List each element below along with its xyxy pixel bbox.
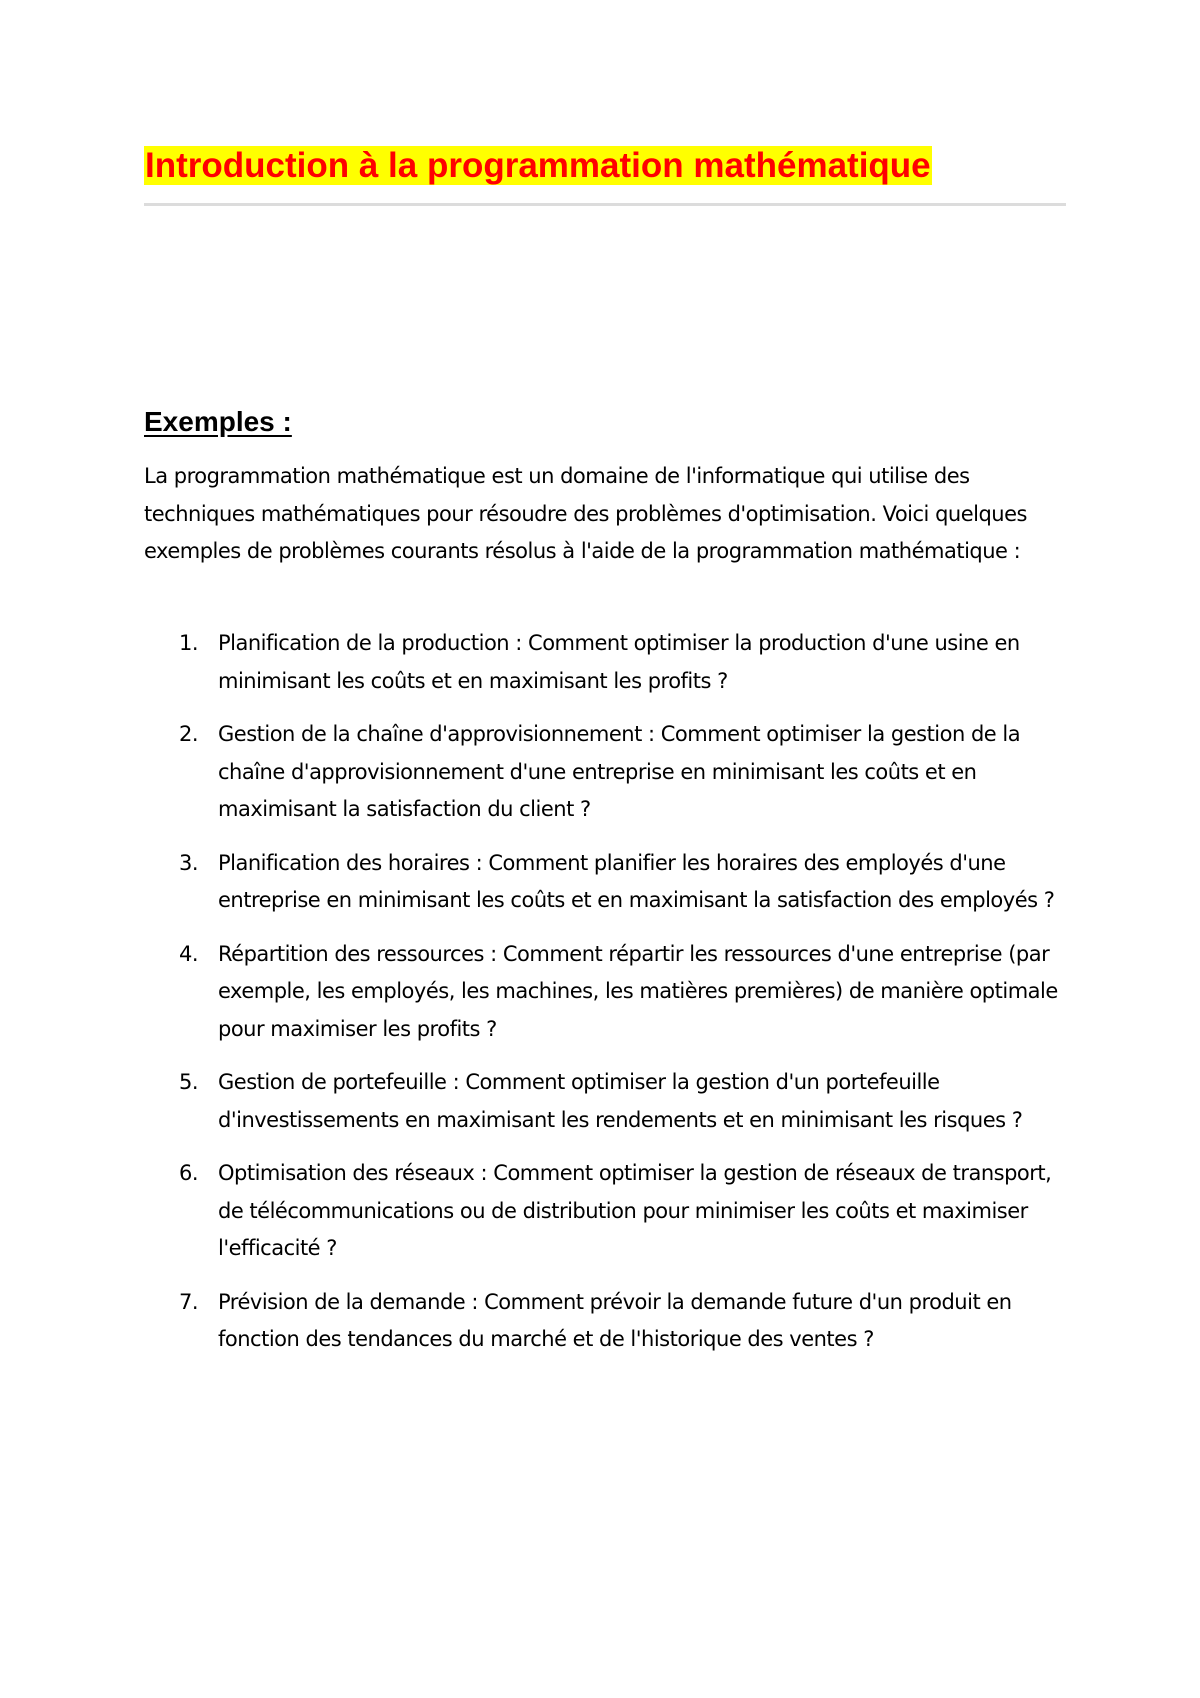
list-item bbox=[144, 1284, 1074, 1359]
list-item-number: 2. bbox=[179, 722, 199, 746]
list-item-text: Planification des horaires : Comment planifier les horaires des employés d'une entreprise en minimisant les coûts et en maximisant la satisfaction des employés ? bbox=[218, 850, 1055, 912]
list-item-text: Gestion de portefeuille : Comment optimiser la gestion d'un portefeuille d'investissements en maximisant les rendements et en minimisant les risques ? bbox=[218, 1070, 1023, 1132]
title-highlight: Introduction à la programmation mathématique bbox=[145, 146, 931, 185]
list-item-number: 7. bbox=[179, 1289, 199, 1314]
list-item-number: 4. bbox=[179, 941, 199, 966]
section-heading: Exemples : bbox=[144, 406, 292, 437]
intro-paragraph: La programmation mathématique est un domaine de l'informatique qui utilise des techniques mathématiques pour résoudre des problèmes d'optimisation. Voici quelques exemples de problèmes courants résolus à l'aide de la programmation mathématique : bbox=[144, 464, 1027, 563]
list-item-text: Gestion de la chaîne d'approvisionnement : Comment optimiser la gestion de la chaîne d'approvisionnement d'une entreprise en minimisant les coûts et en maximisant la satisfaction du client ? bbox=[218, 722, 1021, 821]
list-item-number: 1. bbox=[179, 631, 199, 655]
list-item bbox=[144, 936, 1074, 1049]
list-item-text: Planification de la production : Comment optimiser la production d'une usine en minimisant les coûts et en maximisant les profits ? bbox=[218, 631, 1020, 693]
list-item bbox=[144, 1155, 1074, 1268]
list-item-text: Prévision de la demande : Comment prévoir la demande future d'un produit en fonction des tendances du marché et de l'historique des ventes ? bbox=[218, 1289, 1012, 1351]
list-item bbox=[144, 1064, 1074, 1139]
document-title bbox=[144, 144, 932, 188]
list-item-text: Optimisation des réseaux : Comment optimiser la gestion de réseaux de transport, de télécommunications ou de distribution pour minimiser les coûts et maximiser l'efficacité ? bbox=[218, 1161, 1052, 1260]
examples-list bbox=[144, 625, 1074, 1375]
list-item-number: 3. bbox=[179, 850, 199, 875]
list-item bbox=[144, 716, 1074, 829]
list-item bbox=[144, 625, 1074, 700]
list-item-number: 6. bbox=[179, 1161, 199, 1185]
title-divider bbox=[144, 203, 1066, 206]
list-item-text: Répartition des ressources : Comment répartir les ressources d'une entreprise (par exemple, les employés, les machines, les matières premières) de manière optimale pour maximiser les profits ? bbox=[218, 941, 1058, 1041]
list-item bbox=[144, 845, 1074, 920]
list-item-number: 5. bbox=[179, 1070, 199, 1094]
